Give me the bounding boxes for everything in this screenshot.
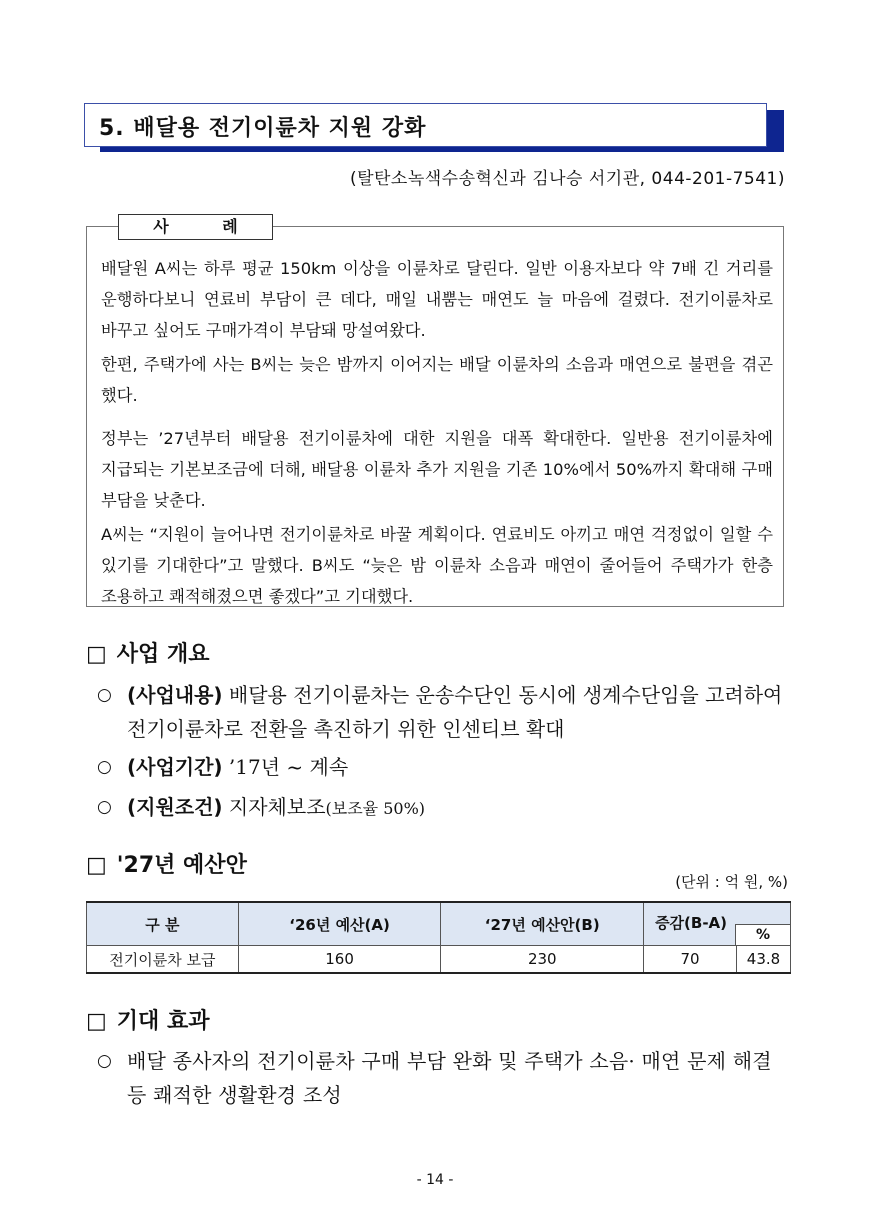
col-header-2027: ‘27년 예산안(B)	[441, 902, 644, 946]
overview-item-text: 지자체보조	[222, 795, 326, 819]
section-title: 5. 배달용 전기이륜차 지원 강화	[99, 116, 427, 141]
effects-heading-text: 기대 효과	[116, 1009, 210, 1034]
col-header-2026: ‘26년 예산(A)	[238, 902, 441, 946]
budget-table	[86, 901, 791, 974]
title-shadow-right	[767, 110, 784, 152]
overview-item-note: (보조율 50%)	[325, 799, 426, 818]
budget-heading-text: '27년 예산안	[116, 853, 247, 878]
table-header-row	[87, 902, 791, 946]
page-number: - 14 -	[416, 1172, 454, 1188]
effects-item-text: 배달 종사자의 전기이륜차 구매 부담 완화 및 주택가 소음· 매연 문제 해결 등 쾌적한 생활환경 조성	[127, 1049, 772, 1107]
overview-item-period	[97, 750, 797, 784]
table-row	[87, 946, 791, 974]
budget-heading	[86, 848, 247, 879]
effects-item	[97, 1044, 797, 1112]
overview-item-content	[97, 678, 797, 746]
col-header-percent: %	[735, 924, 790, 945]
overview-item-text: ’17년 ~ 계속	[222, 755, 349, 779]
cell-2026: 160	[238, 946, 441, 974]
case-paragraph-1: 배달원 A씨는 하루 평균 150km 이상을 이륜차로 달린다. 일반 이용자보다 약 7배 긴 거리를 운행하다보니 연료비 부담이 큰 데다, 매일 내뿜는 매연도 늘 마음에 걸렸다. 전기이륜차로 바꾸고 싶어도 구매가격이 부담돼 망설여왔다.	[101, 259, 773, 340]
overview-item-label: (사업내용)	[127, 683, 223, 707]
section-title-box	[84, 103, 767, 147]
contact-info: (탈탄소녹색수송혁신과 김나승 서기관, 044-201-7541)	[349, 169, 785, 189]
col-header-change-label: 증감(B-A)	[655, 914, 728, 932]
case-label: 사 례	[118, 214, 273, 240]
overview-item-text: 배달용 전기이륜차는 운송수단인 동시에 생계수단임을 고려하여 전기이륜차로 전환을 촉진하기 위한 인센티브 확대	[127, 683, 783, 741]
cell-category: 전기이륜차 보급	[87, 946, 239, 974]
case-paragraph-3: 정부는 ’27년부터 배달용 전기이륜차에 대한 지원을 대폭 확대한다. 일반용 전기이륜차에 지급되는 기본보조금에 더해, 배달용 이륜차 추가 지원을 기존 10%에서 50%까지 확대해 구매 부담을 낮춘다.	[101, 429, 773, 510]
col-header-change	[644, 902, 791, 946]
cell-percent: 43.8	[736, 946, 790, 974]
circle-bullet-icon: ○	[97, 685, 112, 705]
square-bullet-icon: □	[86, 1009, 107, 1034]
col-header-category: 구 분	[87, 902, 239, 946]
effects-heading	[86, 1004, 209, 1035]
case-paragraph-2: 한편, 주택가에 사는 B씨는 늦은 밤까지 이어지는 배달 이륜차의 소음과 매연으로 불편을 겪곤 했다.	[101, 355, 773, 405]
circle-bullet-icon: ○	[97, 1051, 112, 1071]
title-shadow-bottom	[100, 147, 784, 152]
cell-change: 70	[644, 946, 737, 974]
overview-item-condition	[97, 790, 797, 826]
circle-bullet-icon: ○	[97, 757, 112, 777]
circle-bullet-icon: ○	[97, 797, 112, 817]
square-bullet-icon: □	[86, 853, 107, 878]
overview-heading-text: 사업 개요	[116, 642, 210, 667]
case-paragraph-4: A씨는 “지원이 늘어나면 전기이륜차로 바꿀 계획이다. 연료비도 아끼고 매연 걱정없이 일할 수 있기를 기대한다”고 말했다. B씨도 “늦은 밤 이륜차 소음과 매연이 줄어들어 주택가가 한층 조용하고 쾌적해졌으면 좋겠다”고 기대했다.	[101, 525, 773, 606]
overview-heading	[86, 637, 209, 668]
square-bullet-icon: □	[86, 642, 107, 667]
overview-item-label: (지원조건)	[127, 795, 223, 819]
cell-2027: 230	[441, 946, 644, 974]
budget-unit: (단위 : 억 원, %)	[675, 873, 788, 891]
overview-item-label: (사업기간)	[127, 755, 223, 779]
